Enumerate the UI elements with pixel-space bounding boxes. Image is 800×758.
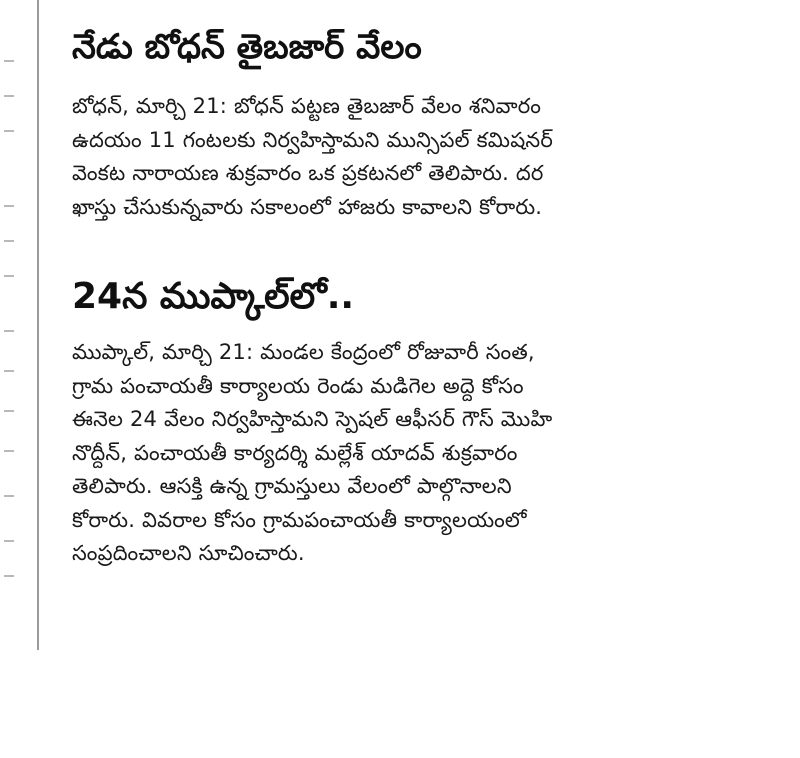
article-mupkal: [72, 274, 712, 571]
body-line: ఉదయం 11 గంటలకు నిర్వహిస్తామని మున్సిపల్ కమిషనర్: [72, 127, 553, 152]
body-line: ముప్కాల్, మార్చి 21: మండల కేంద్రంలో రోజువారీ సంత,: [72, 340, 535, 364]
body-line: ఖాస్తు చేసుకున్నవారు సకాలంలో హాజరు కావాలని కోరారు.: [72, 194, 543, 219]
article-body: [72, 336, 712, 571]
article-bodhan: [72, 24, 712, 224]
body-line: తెలిపారు. ఆసక్తి ఉన్న గ్రామస్తులు వేలంలో పాల్గొనాలని: [72, 474, 512, 498]
column-rule: [37, 0, 39, 650]
body-line: వెంకట నారాయణ శుక్రవారం ఒక ప్రకటనలో తెలిపారు. దర: [72, 161, 544, 185]
body-line: సంప్రదించాలని సూచించారు.: [72, 541, 305, 565]
body-line: బోధన్, మార్చి 21: బోధన్ పట్టణ తైబజార్ వేలం శనివారం: [72, 94, 542, 118]
left-margin-marks: [0, 0, 22, 590]
article-headline: నేడు బోధన్ తైబజార్ వేలం: [72, 27, 422, 67]
article-headline: 24న ముప్కాల్‌లో..: [72, 276, 355, 317]
body-line: గ్రామ పంచాయతీ కార్యాలయ రెండు మడిగెల అద్దె కోసం: [72, 373, 524, 398]
clipped-text-line: [72, 0, 692, 6]
article-body: [72, 90, 712, 224]
body-line: కోరారు. వివరాల కోసం గ్రామపంచాయతీ కార్యాలయంలో: [72, 507, 527, 532]
body-line: ఈనెల 24 వేలం నిర్వహిస్తామని స్పెషల్ ఆఫీసర్ గౌస్ మొహి: [72, 407, 553, 431]
body-line: నొద్దీన్, పంచాయతీ కార్యదర్శి మల్లేశ్ యాదవ్ శుక్రవారం: [72, 440, 518, 465]
